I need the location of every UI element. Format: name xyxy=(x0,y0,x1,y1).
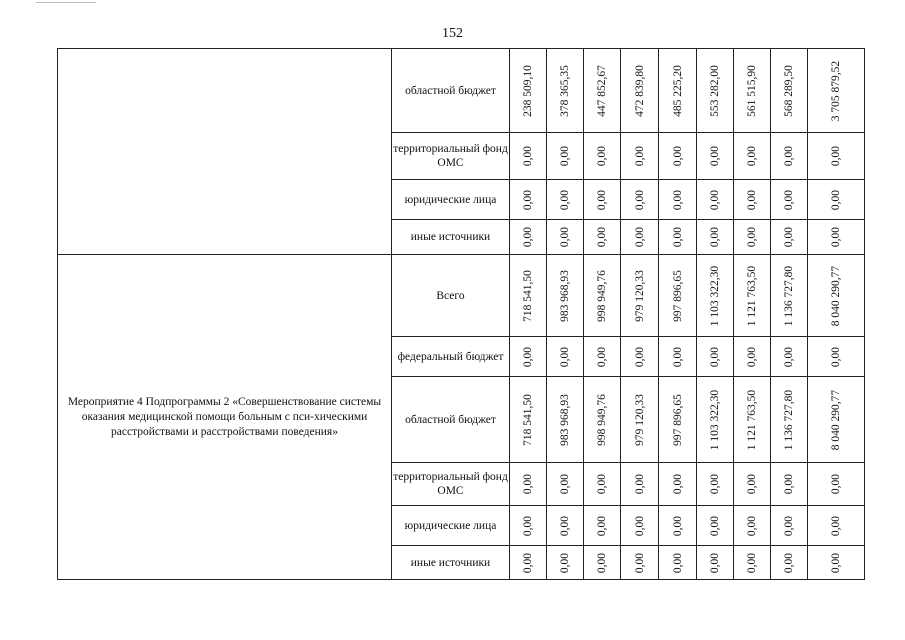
amount-value: 0,00 xyxy=(522,189,534,210)
funding-source: Всего xyxy=(392,255,510,337)
amount-value: 1 103 322,30 xyxy=(709,389,721,450)
amount-cell xyxy=(771,506,808,546)
amount-value: 0,00 xyxy=(633,226,646,248)
amount-cell xyxy=(659,255,697,337)
amount-value: 0,00 xyxy=(596,552,608,573)
amount-value: 0,00 xyxy=(559,226,571,248)
amount-value: 0,00 xyxy=(709,145,721,167)
amount-cell xyxy=(697,49,734,133)
amount-value: 983 968,93 xyxy=(559,393,571,446)
amount-cell xyxy=(547,506,584,546)
amount-value: 0,00 xyxy=(783,189,795,210)
amount-value: 0,00 xyxy=(633,346,646,367)
amount-value: 0,00 xyxy=(596,473,608,495)
amount-value: 378 365,35 xyxy=(559,64,571,117)
amount-value: 485 225,20 xyxy=(671,64,684,117)
amount-value: 0,00 xyxy=(709,473,721,495)
amount-value: 998 949,76 xyxy=(596,393,608,446)
amount-value: 0,00 xyxy=(633,552,646,573)
amount-cell xyxy=(584,377,621,463)
amount-value: 0,00 xyxy=(783,515,795,536)
amount-cell xyxy=(734,546,771,580)
amount-cell xyxy=(697,337,734,377)
amount-value: 0,00 xyxy=(522,226,534,248)
amount-value: 0,00 xyxy=(783,552,795,573)
amount-cell xyxy=(771,220,808,255)
amount-cell xyxy=(659,377,697,463)
amount-cell xyxy=(547,337,584,377)
amount-value: 0,00 xyxy=(559,346,571,367)
amount-cell xyxy=(584,180,621,220)
amount-value: 0,00 xyxy=(709,346,721,367)
amount-value: 0,00 xyxy=(830,189,842,210)
amount-value: 997 896,65 xyxy=(671,393,684,446)
amount-cell xyxy=(584,506,621,546)
amount-value: 997 896,65 xyxy=(671,269,684,322)
funding-source: областной бюджет xyxy=(392,49,510,133)
amount-cell xyxy=(547,49,584,133)
funding-source: федеральный бюджет xyxy=(392,337,510,377)
funding-source: иные источники xyxy=(392,546,510,580)
amount-cell xyxy=(808,220,865,255)
amount-cell xyxy=(697,546,734,580)
amount-value: 0,00 xyxy=(746,552,758,573)
amount-cell xyxy=(808,377,865,463)
amount-cell xyxy=(547,255,584,337)
amount-cell xyxy=(547,220,584,255)
amount-cell xyxy=(659,180,697,220)
amount-value: 0,00 xyxy=(633,189,646,210)
amount-cell xyxy=(621,255,659,337)
amount-cell xyxy=(808,133,865,180)
amount-value: 1 103 322,30 xyxy=(709,265,721,326)
amount-value: 447 852,67 xyxy=(596,64,608,117)
amount-value: 0,00 xyxy=(709,226,721,248)
amount-cell xyxy=(547,133,584,180)
amount-value: 0,00 xyxy=(671,189,684,210)
amount-cell xyxy=(621,337,659,377)
amount-cell xyxy=(659,220,697,255)
amount-cell xyxy=(621,133,659,180)
amount-cell xyxy=(510,220,547,255)
amount-value: 0,00 xyxy=(830,552,842,573)
amount-value: 0,00 xyxy=(783,346,795,367)
amount-cell xyxy=(621,546,659,580)
amount-cell xyxy=(808,255,865,337)
amount-cell xyxy=(771,180,808,220)
amount-cell xyxy=(621,463,659,506)
amount-value: 0,00 xyxy=(830,226,842,248)
amount-cell xyxy=(771,463,808,506)
amount-value: 8 040 290,77 xyxy=(830,389,842,450)
amount-value: 0,00 xyxy=(559,473,571,495)
amount-value: 0,00 xyxy=(596,145,608,167)
amount-cell xyxy=(547,463,584,506)
amount-cell xyxy=(510,506,547,546)
amount-cell xyxy=(771,377,808,463)
funding-source: территориальный фонд ОМС xyxy=(392,463,510,506)
amount-cell xyxy=(584,133,621,180)
amount-cell xyxy=(584,337,621,377)
amount-value: 1 136 727,80 xyxy=(783,389,795,450)
amount-value: 0,00 xyxy=(783,226,795,248)
amount-value: 0,00 xyxy=(596,226,608,248)
amount-cell xyxy=(547,377,584,463)
funding-source: юридические лица xyxy=(392,506,510,546)
amount-cell xyxy=(510,546,547,580)
amount-value: 0,00 xyxy=(830,515,842,536)
amount-cell xyxy=(621,49,659,133)
amount-value: 0,00 xyxy=(709,189,721,210)
amount-value: 0,00 xyxy=(746,189,758,210)
amount-value: 0,00 xyxy=(559,552,571,573)
amount-value: 0,00 xyxy=(830,145,842,167)
funding-source: областной бюджет xyxy=(392,377,510,463)
amount-value: 0,00 xyxy=(522,473,534,495)
amount-cell xyxy=(734,506,771,546)
funding-source: иные источники xyxy=(392,220,510,255)
amount-cell xyxy=(584,49,621,133)
amount-cell xyxy=(510,463,547,506)
amount-cell xyxy=(584,220,621,255)
amount-value: 1 136 727,80 xyxy=(783,265,795,326)
amount-value: 0,00 xyxy=(559,145,571,167)
amount-value: 0,00 xyxy=(522,346,534,367)
amount-value: 979 120,33 xyxy=(633,269,646,322)
table-row xyxy=(58,255,865,337)
amount-cell xyxy=(659,133,697,180)
amount-cell xyxy=(697,506,734,546)
amount-value: 0,00 xyxy=(671,145,684,167)
amount-value: 718 541,50 xyxy=(522,393,534,446)
table-body xyxy=(58,49,865,580)
amount-value: 0,00 xyxy=(746,473,758,495)
amount-cell xyxy=(771,133,808,180)
amount-cell xyxy=(808,337,865,377)
amount-value: 0,00 xyxy=(671,515,684,536)
amount-cell xyxy=(659,506,697,546)
amount-value: 0,00 xyxy=(671,346,684,367)
amount-cell xyxy=(659,546,697,580)
amount-value: 8 040 290,77 xyxy=(830,265,842,326)
amount-value: 0,00 xyxy=(633,473,646,495)
amount-cell xyxy=(734,220,771,255)
amount-cell xyxy=(734,337,771,377)
funding-source: юридические лица xyxy=(392,180,510,220)
amount-value: 238 509,10 xyxy=(522,64,534,117)
amount-cell xyxy=(734,133,771,180)
amount-cell xyxy=(510,337,547,377)
amount-value: 718 541,50 xyxy=(522,269,534,322)
amount-value: 561 515,90 xyxy=(746,64,758,117)
amount-value: 0,00 xyxy=(830,346,842,367)
amount-cell xyxy=(659,49,697,133)
amount-value: 0,00 xyxy=(596,346,608,367)
amount-cell xyxy=(510,377,547,463)
amount-value: 979 120,33 xyxy=(633,393,646,446)
activity-description: Мероприятие 4 Подпрограммы 2 «Совершенствование системы оказания медицинской помощи больным с пси-хическими расстройствами и расстройствами поведения» xyxy=(58,255,392,580)
amount-cell xyxy=(510,133,547,180)
amount-value: 0,00 xyxy=(559,515,571,536)
amount-cell xyxy=(621,220,659,255)
amount-value: 0,00 xyxy=(522,515,534,536)
amount-value: 472 839,80 xyxy=(633,64,646,117)
amount-value: 0,00 xyxy=(522,552,534,573)
amount-cell xyxy=(808,506,865,546)
funding-source: территориальный фонд ОМС xyxy=(392,133,510,180)
amount-value: 998 949,76 xyxy=(596,269,608,322)
amount-cell xyxy=(734,255,771,337)
amount-value: 0,00 xyxy=(783,473,795,495)
amount-cell xyxy=(734,180,771,220)
amount-value: 0,00 xyxy=(671,552,684,573)
amount-cell xyxy=(808,49,865,133)
amount-cell xyxy=(771,49,808,133)
amount-value: 0,00 xyxy=(559,189,571,210)
amount-value: 0,00 xyxy=(830,473,842,495)
amount-cell xyxy=(584,463,621,506)
amount-cell xyxy=(808,463,865,506)
amount-cell xyxy=(734,49,771,133)
amount-value: 553 282,00 xyxy=(709,64,721,117)
amount-value: 0,00 xyxy=(633,145,646,167)
amount-cell xyxy=(697,180,734,220)
amount-cell xyxy=(808,546,865,580)
amount-value: 1 121 763,50 xyxy=(746,265,758,326)
amount-cell xyxy=(697,377,734,463)
amount-cell xyxy=(659,337,697,377)
funding-table xyxy=(57,48,865,580)
amount-value: 0,00 xyxy=(709,552,721,573)
page-number: 152 xyxy=(442,26,463,41)
amount-cell xyxy=(734,377,771,463)
amount-value: 983 968,93 xyxy=(559,269,571,322)
scan-artifact-line xyxy=(36,2,96,3)
amount-cell xyxy=(697,463,734,506)
amount-cell xyxy=(771,546,808,580)
amount-cell xyxy=(659,463,697,506)
amount-value: 568 289,50 xyxy=(783,64,795,117)
amount-value: 0,00 xyxy=(633,515,646,536)
amount-cell xyxy=(584,546,621,580)
amount-value: 0,00 xyxy=(596,515,608,536)
amount-value: 0,00 xyxy=(596,189,608,210)
amount-value: 0,00 xyxy=(671,226,684,248)
amount-value: 0,00 xyxy=(746,145,758,167)
amount-cell xyxy=(510,180,547,220)
amount-cell xyxy=(510,49,547,133)
amount-cell xyxy=(547,180,584,220)
amount-value: 0,00 xyxy=(746,226,758,248)
amount-cell xyxy=(734,463,771,506)
amount-cell xyxy=(621,180,659,220)
amount-value: 0,00 xyxy=(709,515,721,536)
amount-value: 0,00 xyxy=(783,145,795,167)
amount-cell xyxy=(547,546,584,580)
amount-value: 3 705 879,52 xyxy=(830,60,842,121)
amount-value: 0,00 xyxy=(746,515,758,536)
amount-value: 0,00 xyxy=(671,473,684,495)
amount-value: 0,00 xyxy=(522,145,534,167)
amount-cell xyxy=(584,255,621,337)
amount-value: 1 121 763,50 xyxy=(746,389,758,450)
amount-cell xyxy=(697,255,734,337)
amount-value: 0,00 xyxy=(746,346,758,367)
amount-cell xyxy=(697,133,734,180)
amount-cell xyxy=(771,255,808,337)
amount-cell xyxy=(697,220,734,255)
table-row xyxy=(58,49,865,133)
amount-cell xyxy=(510,255,547,337)
amount-cell xyxy=(621,377,659,463)
amount-cell xyxy=(771,337,808,377)
amount-cell xyxy=(621,506,659,546)
activity-description xyxy=(58,49,392,255)
amount-cell xyxy=(808,180,865,220)
